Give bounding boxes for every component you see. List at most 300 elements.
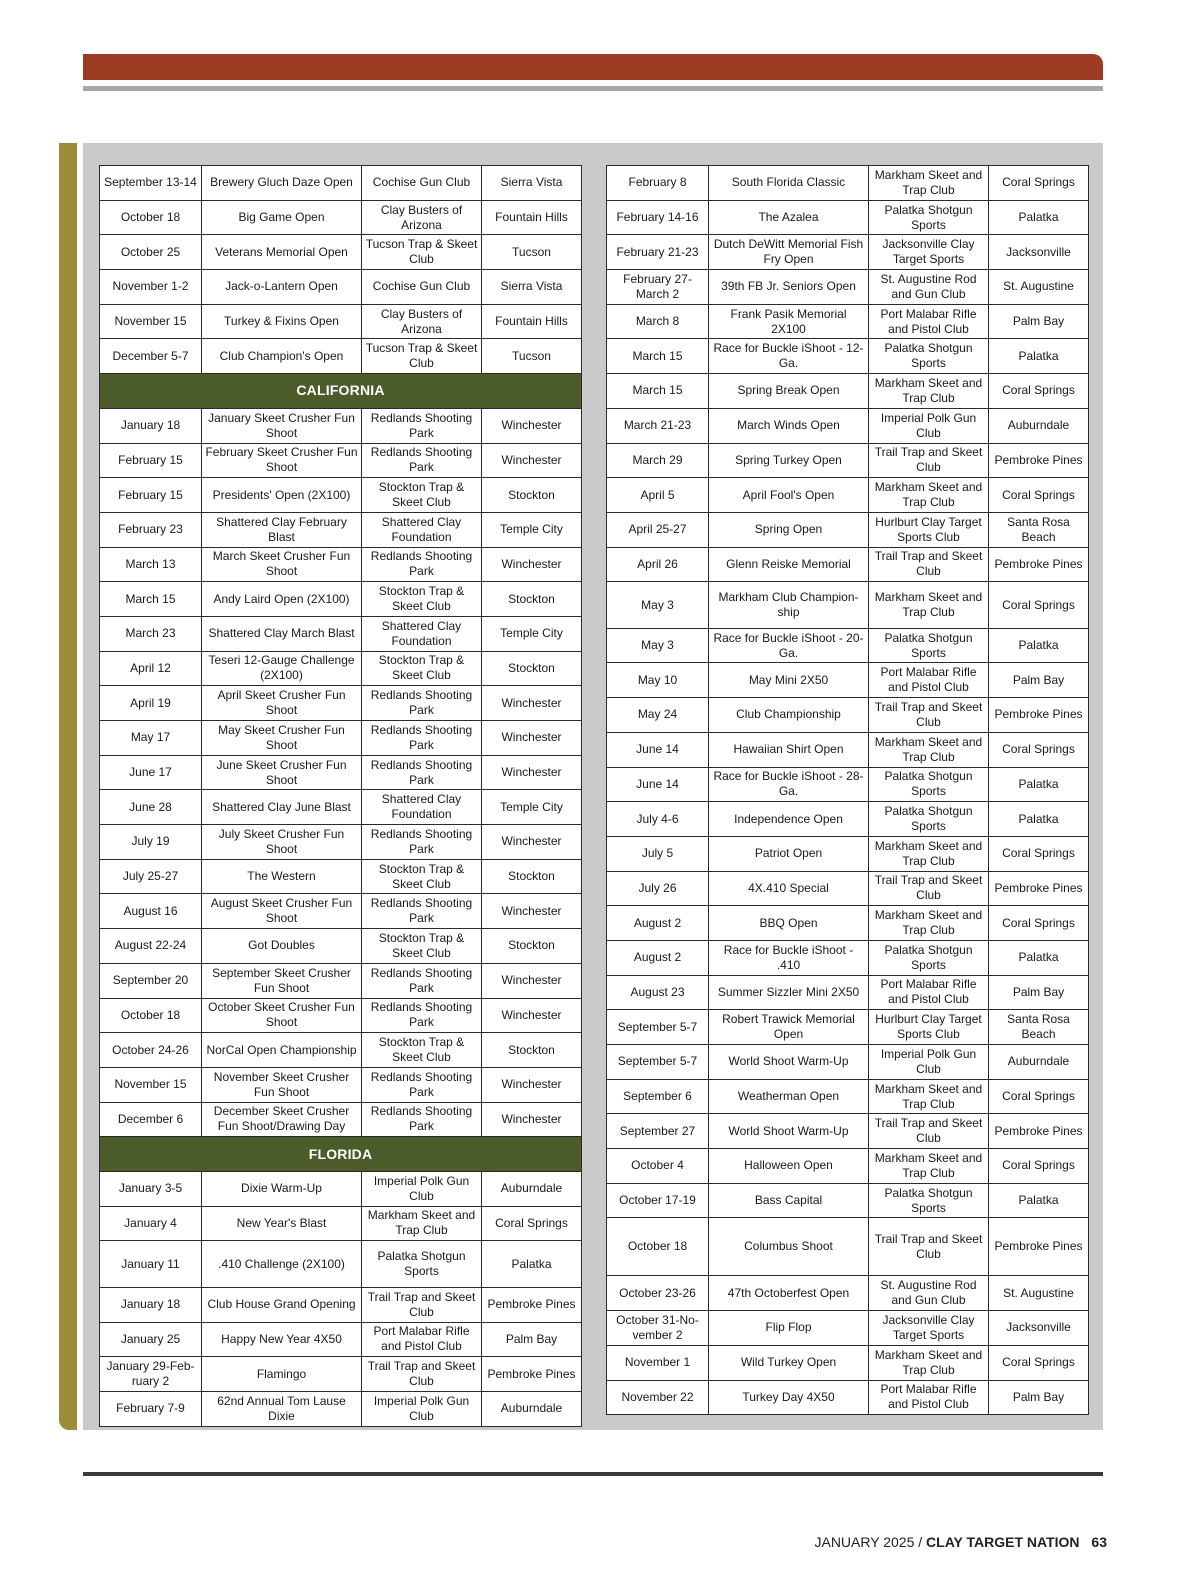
table-row [100, 686, 582, 721]
city-name: Santa Rosa Beach [989, 512, 1089, 547]
event-date: August 23 [607, 975, 709, 1010]
table-row [100, 512, 582, 547]
event-name: Happy New Year 4X50 [202, 1322, 362, 1357]
club-name: Stockton Trap & Skeet Club [362, 929, 482, 964]
event-name: 47th Octoberfest Open [709, 1276, 869, 1311]
table-row [607, 732, 1089, 767]
club-name: Port Malabar Rifle and Pistol Club [869, 1380, 989, 1415]
event-date: November 15 [100, 304, 202, 339]
city-name: Coral Springs [989, 478, 1089, 513]
table-row [100, 1322, 582, 1357]
city-name: Coral Springs [989, 732, 1089, 767]
city-name: Pembroke Pines [989, 1114, 1089, 1149]
club-name: Shattered Clay Foundation [362, 616, 482, 651]
table-row [607, 304, 1089, 339]
city-name: Coral Springs [989, 1079, 1089, 1114]
table-row [607, 628, 1089, 663]
club-name: St. Augustine Rod and Gun Club [869, 1276, 989, 1311]
table-row [607, 802, 1089, 837]
city-name: Fountain Hills [482, 304, 582, 339]
table-row [100, 929, 582, 964]
city-name: Coral Springs [482, 1206, 582, 1241]
event-name: Race for Buckle iShoot - .410 [709, 940, 869, 975]
event-name: World Shoot Warm-Up [709, 1114, 869, 1149]
club-name: St. Augustine Rod and Gun Club [869, 270, 989, 305]
event-date: August 16 [100, 894, 202, 929]
event-name: August Skeet Crusher Fun Shoot [202, 894, 362, 929]
club-name: Redlands Shooting Park [362, 1102, 482, 1137]
club-name: Redlands Shooting Park [362, 755, 482, 790]
table-row [100, 755, 582, 790]
city-name: Winchester [482, 998, 582, 1033]
event-name: Frank Pasik Memorial 2X100 [709, 304, 869, 339]
event-name: Patriot Open [709, 836, 869, 871]
table-row [100, 408, 582, 443]
city-name: Palm Bay [989, 304, 1089, 339]
event-name: BBQ Open [709, 906, 869, 941]
event-date: April 12 [100, 651, 202, 686]
event-date: December 5-7 [100, 339, 202, 374]
header-accent-bar [83, 54, 1103, 80]
event-name: December Skeet Crusher Fun Shoot/Drawing Day [202, 1102, 362, 1137]
city-name: Winchester [482, 894, 582, 929]
city-name: Coral Springs [989, 582, 1089, 629]
event-name: January Skeet Crusher Fun Shoot [202, 408, 362, 443]
event-name: The Western [202, 859, 362, 894]
table-row [607, 1276, 1089, 1311]
event-date: February 23 [100, 512, 202, 547]
event-name: South Florida Classic [709, 166, 869, 201]
side-accent-strip [59, 143, 77, 1430]
table-row [100, 339, 582, 374]
club-name: Cochise Gun Club [362, 270, 482, 305]
club-name: Hurlburt Clay Target Sports Club [869, 512, 989, 547]
city-name: Winchester [482, 547, 582, 582]
event-name: Independence Open [709, 802, 869, 837]
club-name: Redlands Shooting Park [362, 443, 482, 478]
event-date: October 18 [100, 200, 202, 235]
city-name: Coral Springs [989, 1149, 1089, 1184]
club-name: Imperial Polk Gun Club [362, 1391, 482, 1426]
event-name: Flip Flop [709, 1311, 869, 1346]
club-name: Markham Skeet and Trap Club [869, 1079, 989, 1114]
event-date: November 15 [100, 1067, 202, 1102]
event-name: Race for Buckle iShoot - 20-Ga. [709, 628, 869, 663]
event-date: March 15 [607, 374, 709, 409]
city-name: Coral Springs [989, 906, 1089, 941]
event-date: April 19 [100, 686, 202, 721]
event-date: October 18 [607, 1218, 709, 1276]
club-name: Shattered Clay Foundation [362, 790, 482, 825]
event-date: February 21-23 [607, 235, 709, 270]
club-name: Stockton Trap & Skeet Club [362, 651, 482, 686]
table-row [607, 478, 1089, 513]
club-name: Palatka Shotgun Sports [869, 628, 989, 663]
table-row [607, 767, 1089, 802]
event-name: September Skeet Crusher Fun Shoot [202, 963, 362, 998]
event-name: Club House Grand Opening [202, 1287, 362, 1322]
event-date: March 13 [100, 547, 202, 582]
city-name: Stockton [482, 478, 582, 513]
city-name: Palatka [989, 200, 1089, 235]
city-name: Fountain Hills [482, 200, 582, 235]
event-date: October 23-26 [607, 1276, 709, 1311]
event-date: October 18 [100, 998, 202, 1033]
event-date: August 22-24 [100, 929, 202, 964]
table-row [607, 1183, 1089, 1218]
event-name: May Mini 2X50 [709, 663, 869, 698]
event-name: Dutch DeWitt Memorial Fish Fry Open [709, 235, 869, 270]
event-date: March 21-23 [607, 408, 709, 443]
club-name: Redlands Shooting Park [362, 963, 482, 998]
event-name: Columbus Shoot [709, 1218, 869, 1276]
city-name: Palatka [989, 1183, 1089, 1218]
event-name: Hawaiian Shirt Open [709, 732, 869, 767]
club-name: Port Malabar Rifle and Pistol Club [869, 304, 989, 339]
event-date: May 3 [607, 628, 709, 663]
table-row [100, 616, 582, 651]
header-rule [83, 86, 1103, 91]
city-name: Jacksonville [989, 235, 1089, 270]
club-name: Palatka Shotgun Sports [869, 200, 989, 235]
event-date: February 27-March 2 [607, 270, 709, 305]
event-name: 62nd Annual Tom Lause Dixie [202, 1391, 362, 1426]
event-name: February Skeet Crusher Fun Shoot [202, 443, 362, 478]
event-date: August 2 [607, 940, 709, 975]
club-name: Redlands Shooting Park [362, 721, 482, 756]
city-name: Santa Rosa Beach [989, 1010, 1089, 1045]
club-name: Redlands Shooting Park [362, 894, 482, 929]
event-name: The Azalea [709, 200, 869, 235]
event-date: February 15 [100, 443, 202, 478]
club-name: Markham Skeet and Trap Club [869, 374, 989, 409]
event-name: Race for Buckle iShoot - 28-Ga. [709, 767, 869, 802]
event-name: Got Doubles [202, 929, 362, 964]
city-name: Palatka [482, 1241, 582, 1288]
event-name: Halloween Open [709, 1149, 869, 1184]
table-row [607, 836, 1089, 871]
table-row [607, 871, 1089, 906]
table-row [100, 200, 582, 235]
club-name: Tucson Trap & Skeet Club [362, 339, 482, 374]
state-name: CALIFORNIA [100, 374, 582, 409]
club-name: Palatka Shotgun Sports [869, 339, 989, 374]
city-name: Winchester [482, 721, 582, 756]
event-date: April 5 [607, 478, 709, 513]
city-name: Pembroke Pines [989, 1218, 1089, 1276]
event-name: 4X.410 Special [709, 871, 869, 906]
club-name: Tucson Trap & Skeet Club [362, 235, 482, 270]
club-name: Palatka Shotgun Sports [362, 1241, 482, 1288]
table-row [607, 339, 1089, 374]
event-name: November Skeet Crusher Fun Shoot [202, 1067, 362, 1102]
city-name: Winchester [482, 686, 582, 721]
city-name: Palatka [989, 628, 1089, 663]
event-date: January 18 [100, 1287, 202, 1322]
table-row [607, 1218, 1089, 1276]
event-name: Turkey Day 4X50 [709, 1380, 869, 1415]
club-name: Imperial Polk Gun Club [869, 1045, 989, 1080]
event-name: Glenn Reiske Memorial [709, 547, 869, 582]
city-name: Temple City [482, 512, 582, 547]
event-name: Shattered Clay March Blast [202, 616, 362, 651]
club-name: Stockton Trap & Skeet Club [362, 859, 482, 894]
event-name: Spring Open [709, 512, 869, 547]
table-row [607, 443, 1089, 478]
table-row [607, 374, 1089, 409]
page-footer [814, 1534, 1107, 1550]
table-row [607, 547, 1089, 582]
club-name: Redlands Shooting Park [362, 408, 482, 443]
city-name: Stockton [482, 582, 582, 617]
event-name: NorCal Open Championship [202, 1033, 362, 1068]
club-name: Port Malabar Rifle and Pistol Club [869, 663, 989, 698]
table-row [100, 825, 582, 860]
event-date: September 5-7 [607, 1045, 709, 1080]
table-row [100, 721, 582, 756]
table-row [100, 998, 582, 1033]
event-name: World Shoot Warm-Up [709, 1045, 869, 1080]
table-row [607, 1079, 1089, 1114]
event-date: October 31-No-vember 2 [607, 1311, 709, 1346]
event-name: Markham Club Champion-ship [709, 582, 869, 629]
event-name: Presidents' Open (2X100) [202, 478, 362, 513]
event-date: January 11 [100, 1241, 202, 1288]
event-name: Bass Capital [709, 1183, 869, 1218]
event-date: May 3 [607, 582, 709, 629]
city-name: Winchester [482, 443, 582, 478]
city-name: Auburndale [482, 1391, 582, 1426]
city-name: Winchester [482, 1102, 582, 1137]
city-name: Palatka [989, 767, 1089, 802]
footer-issue-date: JANUARY 2025 / [814, 1534, 923, 1550]
event-date: June 14 [607, 732, 709, 767]
event-date: September 27 [607, 1114, 709, 1149]
event-name: Veterans Memorial Open [202, 235, 362, 270]
table-row [607, 940, 1089, 975]
table-row [100, 1033, 582, 1068]
table-row [100, 582, 582, 617]
event-name: Club Championship [709, 698, 869, 733]
page-number: 63 [1091, 1534, 1107, 1550]
city-name: Stockton [482, 929, 582, 964]
table-row [100, 651, 582, 686]
event-date: October 4 [607, 1149, 709, 1184]
club-name: Trail Trap and Skeet Club [869, 1114, 989, 1149]
city-name: Stockton [482, 859, 582, 894]
club-name: Redlands Shooting Park [362, 998, 482, 1033]
event-name: Club Champion's Open [202, 339, 362, 374]
event-name: Shattered Clay February Blast [202, 512, 362, 547]
table-row [100, 1102, 582, 1137]
table-row [100, 1391, 582, 1426]
table-row [100, 547, 582, 582]
club-name: Trail Trap and Skeet Club [869, 1218, 989, 1276]
table-row [100, 1357, 582, 1392]
event-name: Jack-o-Lantern Open [202, 270, 362, 305]
club-name: Redlands Shooting Park [362, 686, 482, 721]
event-date: April 26 [607, 547, 709, 582]
club-name: Shattered Clay Foundation [362, 512, 482, 547]
event-name: New Year's Blast [202, 1206, 362, 1241]
table-row [607, 200, 1089, 235]
event-date: February 14-16 [607, 200, 709, 235]
event-date: November 1-2 [100, 270, 202, 305]
city-name: Pembroke Pines [482, 1287, 582, 1322]
city-name: Coral Springs [989, 166, 1089, 201]
table-row [100, 1241, 582, 1288]
event-date: May 17 [100, 721, 202, 756]
club-name: Trail Trap and Skeet Club [362, 1357, 482, 1392]
event-date: July 4-6 [607, 802, 709, 837]
event-date: June 14 [607, 767, 709, 802]
club-name: Port Malabar Rifle and Pistol Club [362, 1322, 482, 1357]
club-name: Markham Skeet and Trap Club [869, 906, 989, 941]
event-name: June Skeet Crusher Fun Shoot [202, 755, 362, 790]
table-row [100, 894, 582, 929]
table-row [607, 1045, 1089, 1080]
club-name: Palatka Shotgun Sports [869, 1183, 989, 1218]
club-name: Markham Skeet and Trap Club [869, 1149, 989, 1184]
club-name: Trail Trap and Skeet Club [869, 871, 989, 906]
event-date: November 22 [607, 1380, 709, 1415]
footer-rule [83, 1472, 1103, 1476]
club-name: Stockton Trap & Skeet Club [362, 1033, 482, 1068]
event-name: Wild Turkey Open [709, 1345, 869, 1380]
event-name: July Skeet Crusher Fun Shoot [202, 825, 362, 860]
event-date: February 7-9 [100, 1391, 202, 1426]
table-row [100, 790, 582, 825]
club-name: Hurlburt Clay Target Sports Club [869, 1010, 989, 1045]
table-row [100, 235, 582, 270]
city-name: Pembroke Pines [989, 698, 1089, 733]
event-date: January 4 [100, 1206, 202, 1241]
club-name: Trail Trap and Skeet Club [869, 443, 989, 478]
table-row [100, 166, 582, 201]
city-name: Winchester [482, 755, 582, 790]
city-name: Winchester [482, 408, 582, 443]
event-date: October 17-19 [607, 1183, 709, 1218]
city-name: St. Augustine [989, 270, 1089, 305]
event-date: December 6 [100, 1102, 202, 1137]
club-name: Jacksonville Clay Target Sports [869, 1311, 989, 1346]
table-row [100, 478, 582, 513]
club-name: Palatka Shotgun Sports [869, 767, 989, 802]
event-name: Shattered Clay June Blast [202, 790, 362, 825]
city-name: Pembroke Pines [989, 871, 1089, 906]
city-name: Stockton [482, 1033, 582, 1068]
city-name: Auburndale [482, 1171, 582, 1206]
city-name: Auburndale [989, 1045, 1089, 1080]
table-row [607, 1114, 1089, 1149]
event-date: September 13-14 [100, 166, 202, 201]
event-date: May 24 [607, 698, 709, 733]
event-date: January 3-5 [100, 1171, 202, 1206]
footer-magazine-title: CLAY TARGET NATION [926, 1534, 1080, 1550]
club-name: Markham Skeet and Trap Club [869, 166, 989, 201]
event-date: April 25-27 [607, 512, 709, 547]
event-date: September 20 [100, 963, 202, 998]
table-row [100, 1171, 582, 1206]
city-name: Palm Bay [989, 1380, 1089, 1415]
event-date: July 5 [607, 836, 709, 871]
event-name: Spring Break Open [709, 374, 869, 409]
event-date: October 25 [100, 235, 202, 270]
club-name: Jacksonville Clay Target Sports [869, 235, 989, 270]
club-name: Markham Skeet and Trap Club [869, 582, 989, 629]
event-name: Dixie Warm-Up [202, 1171, 362, 1206]
table-row [607, 698, 1089, 733]
city-name: Temple City [482, 616, 582, 651]
table-row [607, 1149, 1089, 1184]
table-row [100, 859, 582, 894]
table-row [607, 1380, 1089, 1415]
table-row [607, 512, 1089, 547]
table-row [607, 1345, 1089, 1380]
event-date: June 28 [100, 790, 202, 825]
schedule-table-right [606, 165, 1089, 1415]
event-name: Teseri 12-Gauge Challenge (2X100) [202, 651, 362, 686]
club-name: Palatka Shotgun Sports [869, 940, 989, 975]
event-name: Weatherman Open [709, 1079, 869, 1114]
event-name: Spring Turkey Open [709, 443, 869, 478]
club-name: Markham Skeet and Trap Club [869, 836, 989, 871]
city-name: Auburndale [989, 408, 1089, 443]
event-name: 39th FB Jr. Seniors Open [709, 270, 869, 305]
event-name: Robert Trawick Memorial Open [709, 1010, 869, 1045]
table-row [607, 582, 1089, 629]
state-section-header [100, 374, 582, 409]
city-name: Winchester [482, 825, 582, 860]
city-name: Coral Springs [989, 374, 1089, 409]
event-date: September 5-7 [607, 1010, 709, 1045]
event-name: Summer Sizzler Mini 2X50 [709, 975, 869, 1010]
table-row [100, 1287, 582, 1322]
event-name: Big Game Open [202, 200, 362, 235]
event-name: May Skeet Crusher Fun Shoot [202, 721, 362, 756]
state-name: FLORIDA [100, 1137, 582, 1172]
club-name: Markham Skeet and Trap Club [362, 1206, 482, 1241]
city-name: St. Augustine [989, 1276, 1089, 1311]
club-name: Stockton Trap & Skeet Club [362, 582, 482, 617]
city-name: Tucson [482, 339, 582, 374]
club-name: Palatka Shotgun Sports [869, 802, 989, 837]
event-name: April Fool's Open [709, 478, 869, 513]
event-date: February 8 [607, 166, 709, 201]
club-name: Imperial Polk Gun Club [362, 1171, 482, 1206]
city-name: Palatka [989, 802, 1089, 837]
city-name: Sierra Vista [482, 166, 582, 201]
table-row [100, 963, 582, 998]
event-date: June 17 [100, 755, 202, 790]
city-name: Palm Bay [482, 1322, 582, 1357]
event-date: October 24-26 [100, 1033, 202, 1068]
club-name: Redlands Shooting Park [362, 1067, 482, 1102]
event-name: Race for Buckle iShoot - 12-Ga. [709, 339, 869, 374]
event-date: May 10 [607, 663, 709, 698]
city-name: Coral Springs [989, 1345, 1089, 1380]
event-date: February 15 [100, 478, 202, 513]
event-name: April Skeet Crusher Fun Shoot [202, 686, 362, 721]
club-name: Imperial Polk Gun Club [869, 408, 989, 443]
city-name: Tucson [482, 235, 582, 270]
city-name: Winchester [482, 963, 582, 998]
event-name: October Skeet Crusher Fun Shoot [202, 998, 362, 1033]
event-name: .410 Challenge (2X100) [202, 1241, 362, 1288]
event-name: Flamingo [202, 1357, 362, 1392]
club-name: Markham Skeet and Trap Club [869, 478, 989, 513]
city-name: Palm Bay [989, 663, 1089, 698]
